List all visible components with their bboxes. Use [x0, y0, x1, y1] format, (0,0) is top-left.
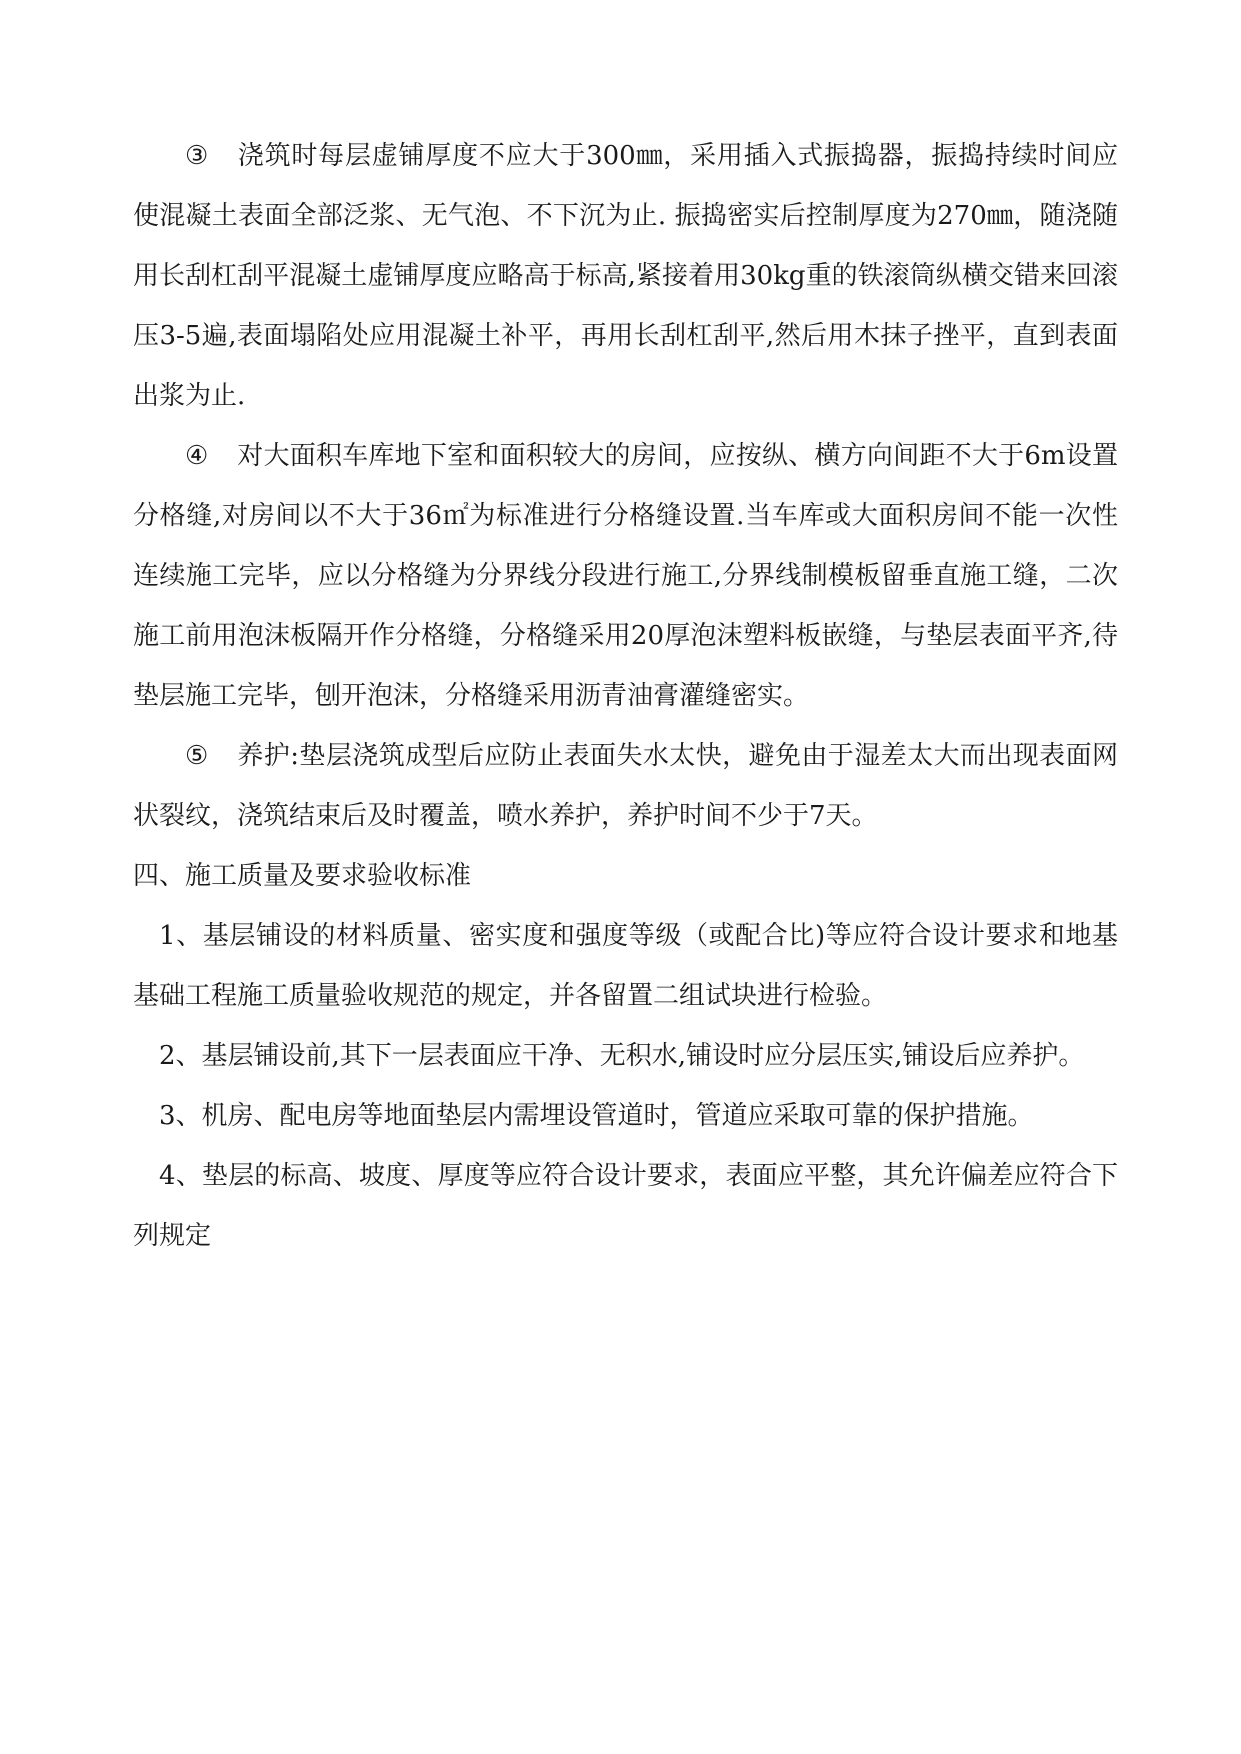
- paragraph-step-4: [133, 426, 1118, 726]
- list-item: 2、基层铺设前,其下一层表面应干净、无积水,铺设时应分层压实,铺设后应养护。: [159, 1041, 1085, 1071]
- paragraph-step-5: [133, 726, 1118, 846]
- list-item: 4、垫层的标高、坡度、厚度等应符合设计要求，表面应平整，其允许偏差应符合下列规定: [133, 1161, 1118, 1251]
- section-heading: 四、施工质量及要求验收标准: [133, 861, 472, 891]
- paragraph-text: 浇筑时每层虚铺厚度不应大于300㎜，采用插入式振捣器，振捣持续时间应使混凝土表面全部泛浆、无气泡、不下沉为止. 振捣密实后控制厚度为270㎜，随浇随用长刮杠刮平混凝土虚铺厚度应略高于标高,紧接着用30kg重的铁滚筒纵横交错来回滚压3-5遍,表面塌陷处应用混凝土补平，再用长刮杠刮平,然后用木抹子挫平，直到表面出浆为止.: [133, 141, 1118, 411]
- paragraph-text: 对大面积车库地下室和面积较大的房间，应按纵、横方向间距不大于6m设置分格缝,对房间以不大于36㎡为标准进行分格缝设置.当车库或大面积房间不能一次性连续施工完毕，应以分格缝为分界线分段进行施工,分界线制模板留垂直施工缝，二次施工前用泡沫板隔开作分格缝，分格缝采用20厚泡沫塑料板嵌缝，与垫层表面平齐,待垫层施工完毕，刨开泡沫，分格缝采用沥青油膏灌缝密实。: [133, 441, 1118, 711]
- document-body: [133, 126, 1118, 1266]
- paragraph-step-3: [133, 126, 1118, 426]
- paragraph-text: 养护:垫层浇筑成型后应防止表面失水太快，避免由于湿差太大而出现表面网状裂纹，浇筑结束后及时覆盖，喷水养护，养护时间不少于7天。: [133, 741, 1118, 831]
- list-item: 3、机房、配电房等地面垫层内需埋设管道时，管道应采取可靠的保护措施。: [159, 1101, 1034, 1131]
- list-item: 1、基层铺设的材料质量、密实度和强度等级（或配合比)等应符合设计要求和地基基础工程施工质量验收规范的规定，并各留置二组试块进行检验。: [133, 921, 1118, 1011]
- step-marker: ④: [185, 441, 209, 471]
- step-marker: ⑤: [185, 741, 209, 771]
- step-marker: ③: [185, 141, 209, 171]
